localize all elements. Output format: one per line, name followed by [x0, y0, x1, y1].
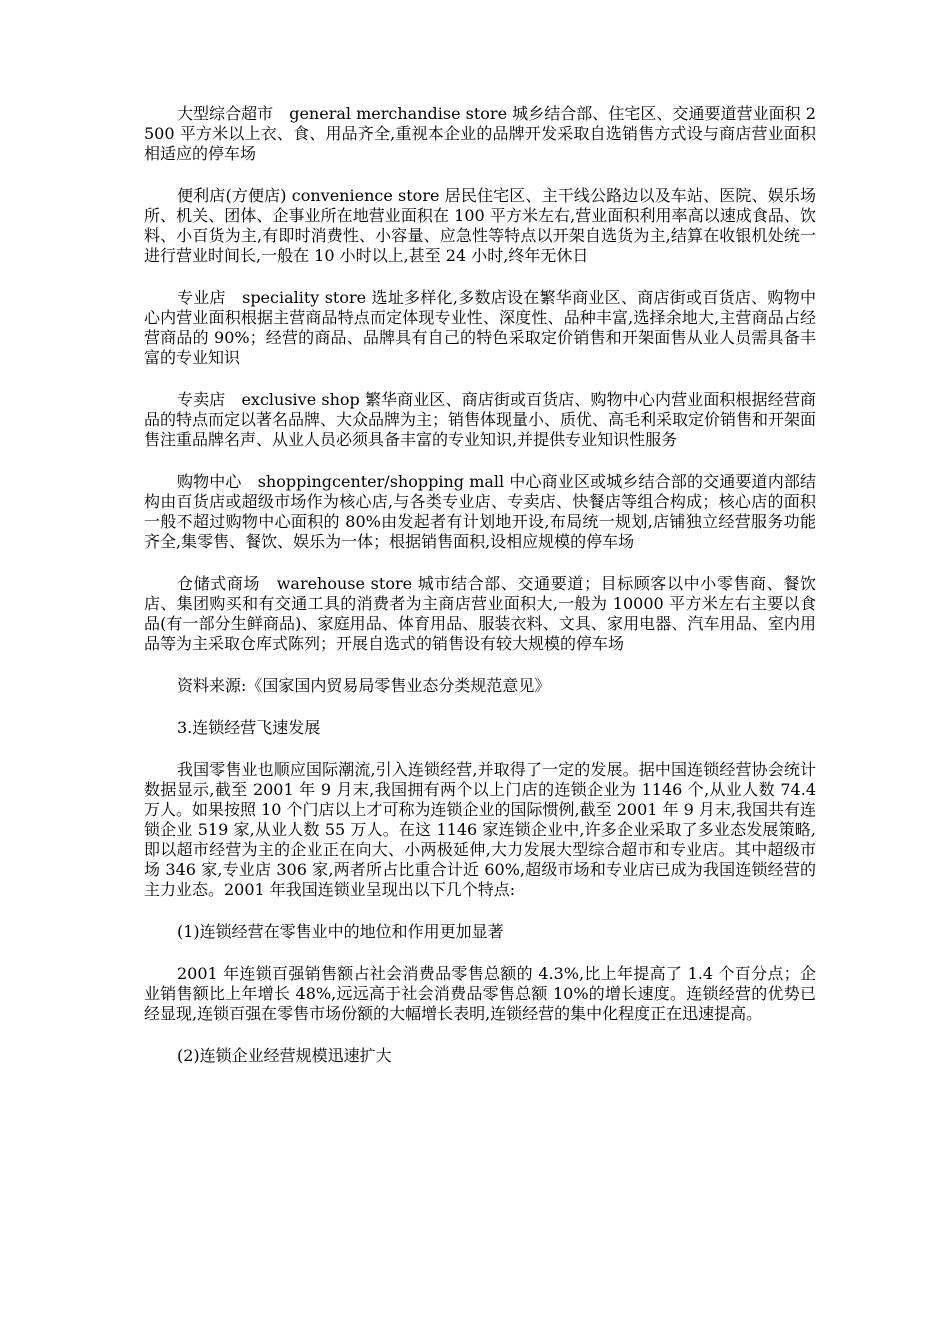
subheading-1: (1)连锁经营在零售业中的地位和作用更加显著 [177, 922, 504, 941]
paragraph-chain-position: 2001 年连锁百强销售额占社会消费品零售总额的 4.3%,比上年提高了 1.4 个百分点；企业销售额比上年增长 48%,远远高于社会消费品零售总额 10%的增长速度。连锁经营的优势已经显现,连锁百强在零售市场份额的大幅增长表明,连锁经营的集中化程度正在迅速提高。 [144, 964, 816, 1023]
paragraph-specialty-store: 专业店 speciality store 选址多样化,多数店设在繁华商业区、商店街或百货店、购物中心内营业面积根据主营商品特点而定体现专业性、深度性、品种丰富,选择余地大,主营商品占经营商品的 90%；经营的商品、品牌具有自己的特色采取定价销售和开架面售从业人员需具备丰富的专业知识 [144, 288, 816, 367]
document-body [144, 104, 816, 1088]
paragraph-convenience-store: 便利店(方便店) convenience store 居民住宅区、主干线公路边以及车站、医院、娱乐场所、机关、团体、企事业所在地营业面积在 100 平方米左右,营业面积利用率高以速成食品、饮料、小百货为主,有即时消费性、小容量、应急性等特点以开架自选货为主,结算在收银机处统一进行营业时间长,一般在 10 小时以上,甚至 24 小时,终年无休日 [144, 186, 816, 265]
paragraph-exclusive-shop: 专卖店 exclusive shop 繁华商业区、商店街或百货店、购物中心内营业面积根据经营商品的特点而定以著名品牌、大众品牌为主；销售体现量小、质优、高毛利采取定价销售和开架面售注重品牌名声、从业人员必须具备丰富的专业知识,并提供专业知识性服务 [144, 390, 817, 449]
section-heading: 3.连锁经营飞速发展 [177, 718, 321, 737]
paragraph-chain-development: 我国零售业也顺应国际潮流,引入连锁经营,并取得了一定的发展。据中国连锁经营协会统计数据显示,截至 2001 年 9 月末,我国拥有两个以上门店的连锁企业为 1146 个,从业人数 74.4 万人。如果按照 10 个门店以上才可称为连锁企业的国际惯例,截至 2001 年 9 月末,我国共有连锁企业 519 家,从业人数 55 万人。在这 1146 家连锁企业中,许多企业采取了多业态发展策略,即以超市经营为主的企业正在向大、小两极延伸,大力发展大型综合超市和专业店。其中超级市场 346 家,专业店 306 家,两者所占比重合计近 60%,超级市场和专业店已成为我国连锁经营的主力业态。2001 年我国连锁业呈现出以下几个特点: [144, 760, 816, 899]
paragraph-shopping-mall: 购物中心 shoppingcenter/shopping mall 中心商业区或城乡结合部的交通要道内部结构由百货店或超级市场作为核心店,与各类专业店、专卖店、快餐店等组合构成；核心店的面积一般不超过购物中心面积的 80%由发起者有计划地开设,布局统一规划,店铺独立经营服务功能齐全,集零售、餐饮、娱乐为一体；根据销售面积,设相应规模的停车场 [144, 472, 816, 551]
paragraph-hypermarket: 大型综合超市 general merchandise store 城乡结合部、住宅区、交通要道营业面积 2500 平方米以上衣、食、用品齐全,重视本企业的品牌开发采取自选销售方式设与商店营业面积相适应的停车场 [144, 104, 816, 163]
paragraph-warehouse-store: 仓储式商场 warehouse store 城市结合部、交通要道；目标顾客以中小零售商、餐饮店、集团购买和有交通工具的消费者为主商店营业面积大,一般为 10000 平方米左右主要以食品(有一部分生鲜商品)、家庭用品、体育用品、服装衣料、文具、家用电器、汽车用品、室内用品等为主采取仓库式陈列；开展自选式的销售设有较大规模的停车场 [144, 574, 816, 653]
source-note: 资料来源:《国家国内贸易局零售业态分类规范意见》 [177, 676, 551, 695]
subheading-2: (2)连锁企业经营规模迅速扩大 [177, 1046, 392, 1065]
